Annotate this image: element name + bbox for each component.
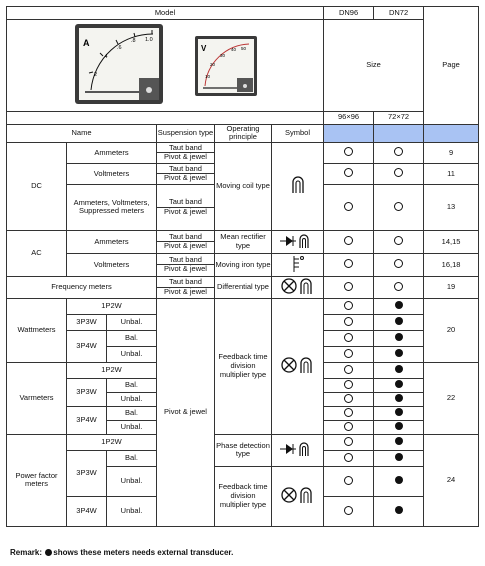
svg-text:.8: .8: [131, 38, 136, 44]
pivot-jewel-merged: Pivot & jewel: [157, 298, 215, 526]
wattmeters-page: 20: [424, 298, 479, 362]
open-circle-icon: [344, 365, 353, 374]
filled-circle-icon: [395, 380, 403, 388]
open-circle-icon: [344, 282, 353, 291]
moving-coil-symbol: [272, 142, 324, 230]
name-header: Name: [7, 124, 157, 142]
filled-circle-icon: [395, 437, 403, 445]
svg-text:2: 2: [94, 72, 98, 78]
differential-symbol: [272, 276, 324, 298]
mean-rectifier: Mean rectifier type: [215, 230, 272, 253]
feedback-principle-1: Feedback time division multiplier type: [215, 298, 272, 434]
page-header: Page: [424, 7, 479, 125]
svg-text:40: 40: [231, 47, 237, 52]
frequency-meters: Frequency meters: [7, 276, 157, 298]
rectifier-symbol: [272, 230, 324, 253]
varmeters-group: Varmeters: [7, 362, 67, 434]
voltmeter-image: [195, 36, 257, 96]
open-circle-icon: [344, 147, 353, 156]
open-circle-icon: [344, 506, 353, 515]
filled-circle-icon: [395, 422, 403, 430]
svg-text:20: 20: [210, 62, 216, 67]
filled-circle-icon: [395, 317, 403, 325]
open-circle-icon: [394, 202, 403, 211]
feedback-principle-2: Feedback time division multiplier type: [215, 466, 272, 526]
dn72-header: DN72: [374, 7, 424, 20]
ac-voltmeters-page: 16,18: [424, 253, 479, 276]
open-circle-icon: [344, 202, 353, 211]
feedback-symbol-1: [272, 298, 324, 434]
open-circle-icon: [394, 282, 403, 291]
open-circle-icon: [344, 422, 353, 431]
dc-ammeters: Ammeters: [67, 142, 157, 163]
phase-detection: Phase detection type: [215, 434, 272, 466]
svg-text:30: 30: [220, 53, 226, 58]
open-circle-icon: [344, 349, 353, 358]
model-header: Model: [7, 7, 324, 20]
ac-group: AC: [7, 230, 67, 276]
open-circle-icon: [394, 147, 403, 156]
crossed-coil-icon: [280, 277, 316, 295]
power-factor-page: 24: [424, 434, 479, 526]
crossed-coil-icon: [280, 356, 316, 374]
filled-circle-icon: [395, 506, 403, 514]
svg-text:1.0: 1.0: [145, 37, 153, 43]
power-factor-group: Power factor meters: [7, 434, 67, 526]
filled-circle-icon: [395, 349, 403, 357]
size-header: Size: [324, 20, 424, 112]
dn96-header: DN96: [324, 7, 374, 20]
ac-ammeters: Ammeters: [67, 230, 157, 253]
frequency-page: 19: [424, 276, 479, 298]
size-72: 72×72: [374, 111, 424, 124]
ammeter-image: [75, 24, 163, 104]
remark-note: Remark: shows these meters needs external transducer.: [10, 548, 234, 557]
open-circle-icon: [344, 259, 353, 268]
dc-ammeters-page: 9: [424, 142, 479, 163]
ac-ammeters-page: 14,15: [424, 230, 479, 253]
open-circle-icon: [394, 236, 403, 245]
filled-circle-icon: [395, 333, 403, 341]
open-circle-icon: [344, 453, 353, 462]
dc-voltmeters-page: 11: [424, 163, 479, 184]
open-circle-icon: [344, 476, 353, 485]
filled-circle-icon: [395, 301, 403, 309]
open-circle-icon: [344, 168, 353, 177]
moving-coil: Moving coil type: [215, 142, 272, 230]
rectifier-coil-icon: [280, 233, 316, 249]
varmeters-page: 22: [424, 362, 479, 434]
differential: Differential type: [215, 276, 272, 298]
meter-images: [7, 20, 324, 112]
open-circle-icon: [344, 437, 353, 446]
size-96: 96×96: [324, 111, 374, 124]
open-circle-icon: [394, 259, 403, 268]
ac-voltmeters: Voltmeters: [67, 253, 157, 276]
symbol-header: Symbol: [272, 124, 324, 142]
svg-text:50: 50: [241, 46, 247, 51]
operating-header: Operating principle: [215, 124, 272, 142]
svg-text:.4: .4: [103, 54, 108, 60]
voltmeter-letter: V: [201, 44, 207, 53]
dc-voltmeters: Voltmeters: [67, 163, 157, 184]
open-circle-icon: [394, 168, 403, 177]
filled-circle-icon: [395, 476, 403, 484]
open-circle-icon: [344, 236, 353, 245]
open-circle-icon: [344, 408, 353, 417]
meter-selection-table: Model DN96 DN72 Page A 2 .4 .6 .8 1.0 V 10 20 30 40 50 Size 96×96 72×72 Name Suspension type Operating principle Symbol DC Ammeters Taut band Pivot & jewel Moving coil type 9 Voltmeters Taut band Pivot & jewel 11 Ammeters, Voltmeters, Suppressed meters Taut band Pivot & jewel 13 AC Ammeters Taut band Pivot & jewel Mean rectifier type 14,15 Voltmeters Taut band Pivot & jewel Moving iron type 16,18 Frequency meters Taut band Pivot & jewel Differential type 19 Wattmeters 1P2W Pivot & jewel Feedback time division multiplier type 20 3P3W Unbal. 3P4W Bal. Unbal. Varmeters 1P2W 22 3P3W Bal. Unbal. 3P4W Bal. Unbal. Power factor meters 1P2W Phase detection type 24 3P3W Bal. Unbal. Feedback time division multiplier type 3P4W Unbal.: [6, 6, 479, 527]
svg-text:.6: .6: [117, 45, 122, 51]
filled-circle-icon: [395, 394, 403, 402]
crossed-coil-icon: [280, 486, 316, 504]
open-circle-icon: [344, 301, 353, 310]
feedback-symbol-2: [272, 466, 324, 526]
dc-combo-page: 13: [424, 184, 479, 230]
ammeter-letter: A: [83, 38, 90, 48]
filled-circle-icon: [45, 549, 52, 556]
filled-circle-icon: [395, 365, 403, 373]
rectifier-coil-icon: [280, 441, 316, 457]
filled-circle-icon: [395, 408, 403, 416]
suspension-header: Suspension type: [157, 124, 215, 142]
moving-iron-symbol: [272, 253, 324, 276]
phase-symbol: [272, 434, 324, 466]
meter-photos: [15, 20, 315, 108]
coil-symbol-icon: [291, 176, 305, 194]
moving-iron-icon: [291, 255, 305, 273]
filled-circle-icon: [395, 453, 403, 461]
dc-group: DC: [7, 142, 67, 230]
wattmeters-group: Wattmeters: [7, 298, 67, 362]
moving-iron: Moving iron type: [215, 253, 272, 276]
open-circle-icon: [344, 333, 353, 342]
svg-text:10: 10: [205, 74, 211, 79]
open-circle-icon: [344, 317, 353, 326]
dc-combo: Ammeters, Voltmeters, Suppressed meters: [67, 184, 157, 230]
open-circle-icon: [344, 394, 353, 403]
open-circle-icon: [344, 380, 353, 389]
